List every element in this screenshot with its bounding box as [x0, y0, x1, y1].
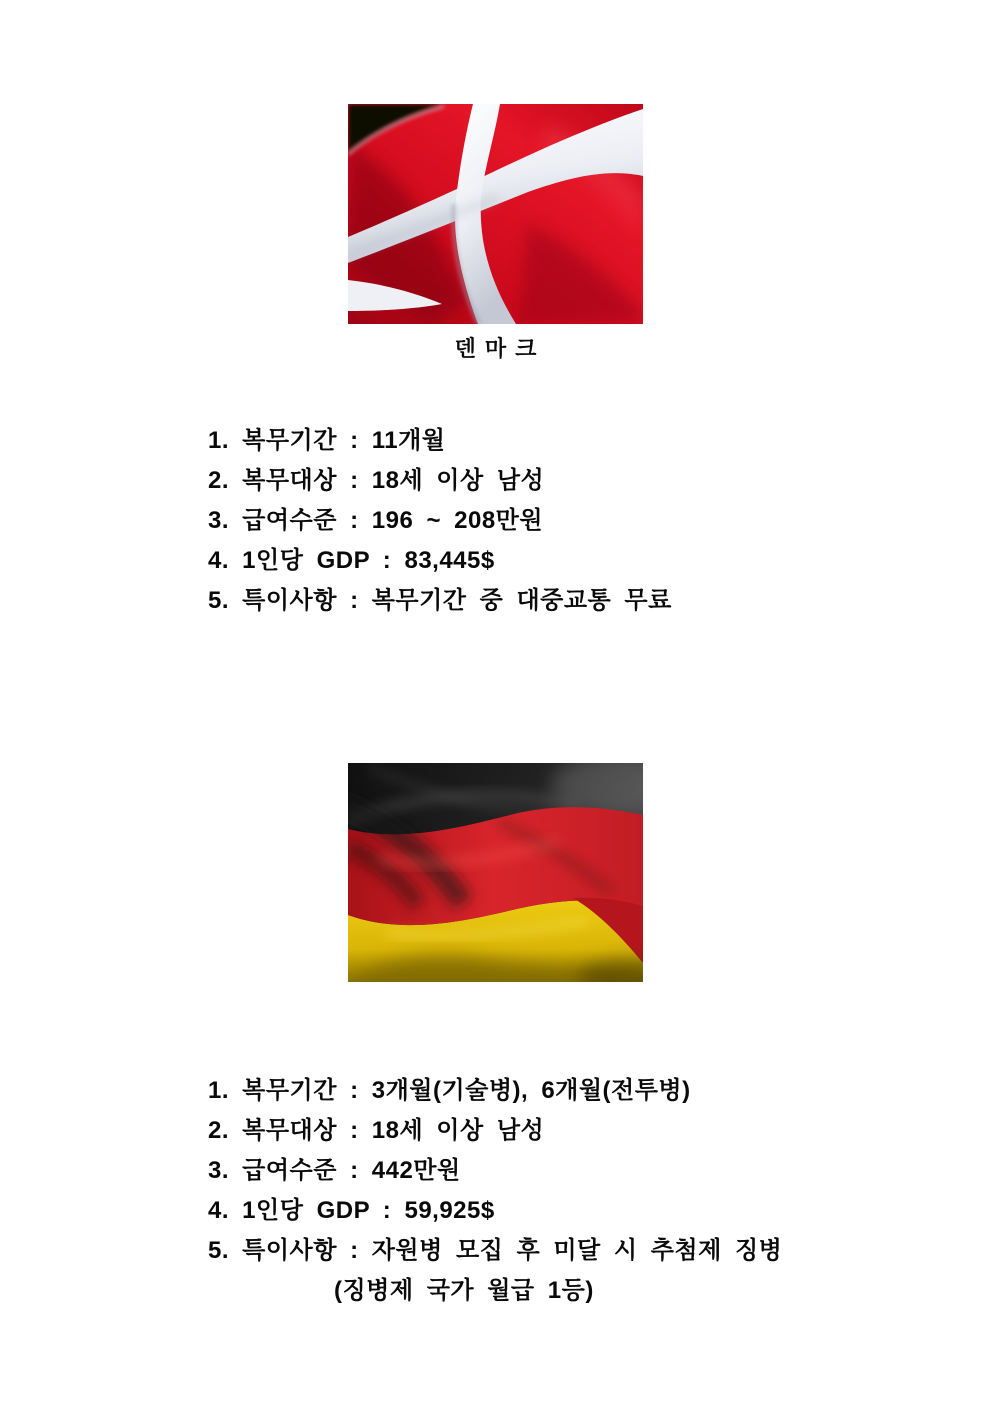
germany-info-list [208, 1071, 908, 1311]
germany-list-item-4: 4. 1인당 GDP : 59,925$ [208, 1197, 495, 1224]
denmark-list-item-1: 1. 복무기간 : 11개월 [208, 427, 446, 454]
germany-flag-image [348, 763, 643, 982]
denmark-info-list [208, 421, 908, 621]
germany-list-item-3: 3. 급여수준 : 442만원 [208, 1157, 461, 1184]
germany-list-item-5: 5. 특이사항 : 자원병 모집 후 미달 시 추첨제 징병 [208, 1237, 783, 1264]
denmark-flag-graphic [348, 104, 643, 324]
denmark-list-item-2: 2. 복무대상 : 18세 이상 남성 [208, 467, 545, 494]
germany-list-item-5-continuation: (징병제 국가 월급 1등) [334, 1277, 594, 1304]
denmark-caption: 덴마크 [454, 336, 546, 361]
denmark-flag-image [348, 104, 643, 324]
germany-flag-graphic [348, 763, 643, 982]
germany-list-item-1: 1. 복무기간 : 3개월(기술병), 6개월(전투병) [208, 1077, 691, 1104]
germany-list-item-2: 2. 복무대상 : 18세 이상 남성 [208, 1117, 545, 1144]
denmark-list-item-5: 5. 특이사항 : 복무기간 중 대중교통 무료 [208, 587, 672, 614]
denmark-list-item-3: 3. 급여수준 : 196 ~ 208만원 [208, 507, 544, 534]
denmark-list-item-4: 4. 1인당 GDP : 83,445$ [208, 547, 495, 574]
